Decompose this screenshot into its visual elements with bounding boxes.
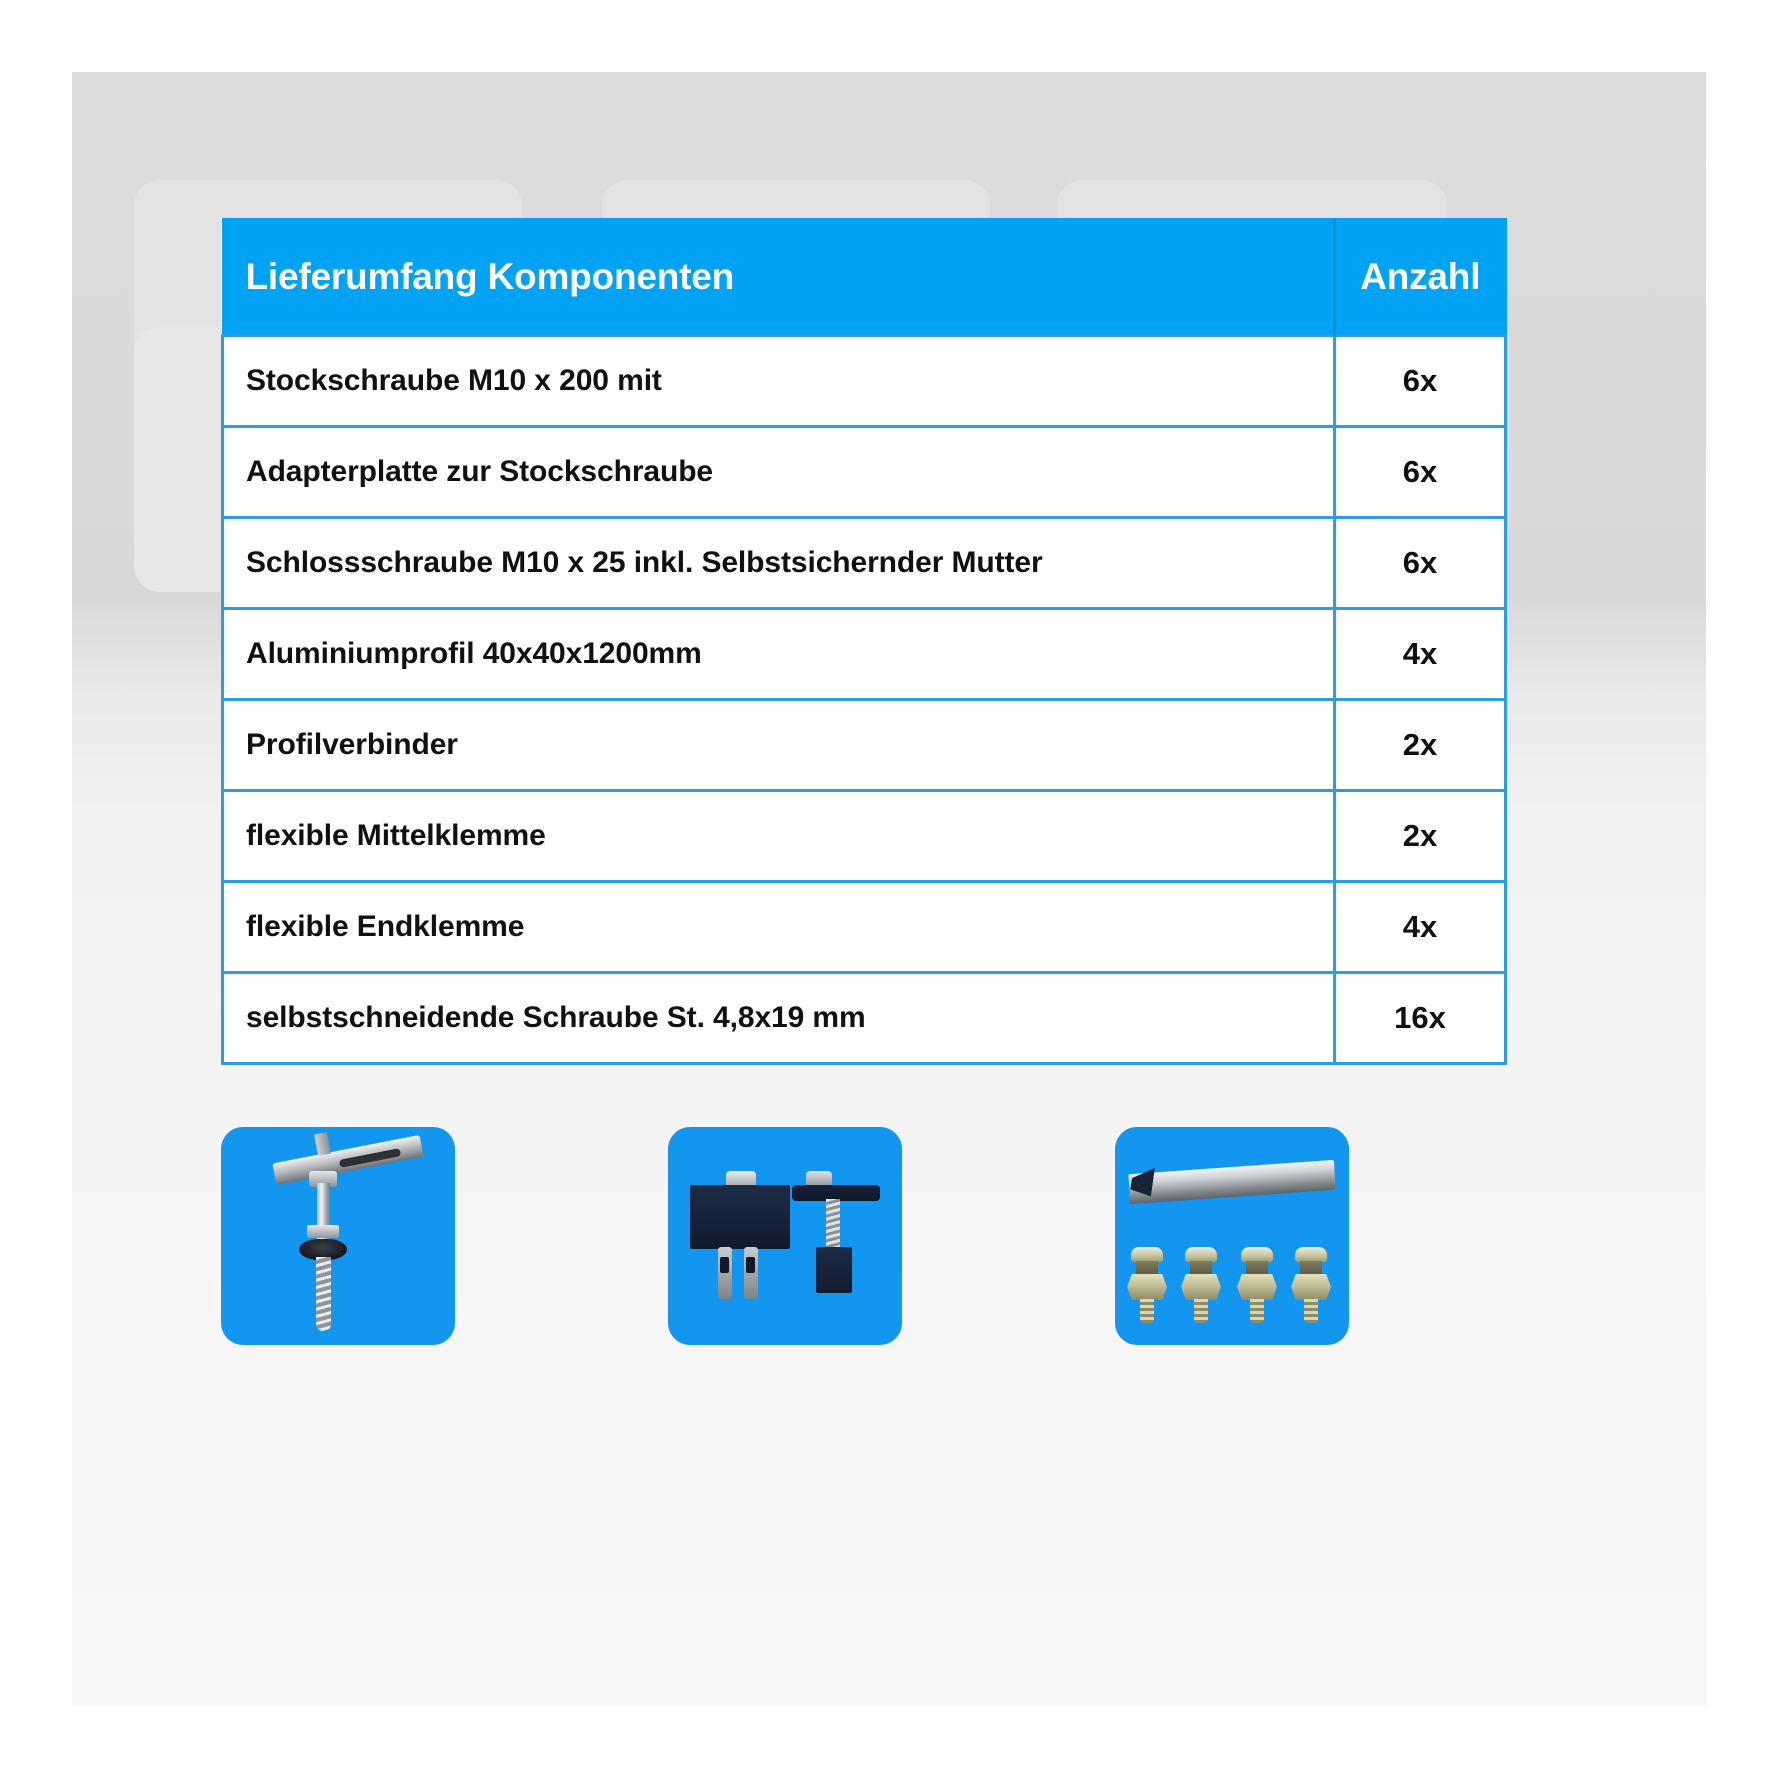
clamp-screw-icon (826, 1199, 840, 1251)
clamp-leg-icon (718, 1247, 732, 1299)
lower-nut-icon (307, 1225, 339, 1238)
bolt-tip-icon (314, 1132, 331, 1156)
cell-component-name: Adapterplatte zur Stockschraube (223, 427, 1335, 518)
carriage-bolt-icon (1127, 1247, 1167, 1323)
middle-clamp-icon (690, 1185, 790, 1249)
carriage-bolt-icon (1237, 1247, 1277, 1323)
product-tile-hanger-bolt (221, 1127, 455, 1345)
cell-component-name: selbstschneidende Schraube St. 4,8x19 mm (223, 973, 1335, 1064)
cell-component-name: Profilverbinder (223, 700, 1335, 791)
table-row (223, 427, 1506, 518)
cell-component-qty: 6x (1335, 427, 1506, 518)
cell-component-name: flexible Mittelklemme (223, 791, 1335, 882)
cell-component-qty: 4x (1335, 882, 1506, 973)
wood-thread-icon (316, 1257, 331, 1331)
table-row (223, 791, 1506, 882)
table-row (223, 609, 1506, 700)
clamp-leg-icon (744, 1247, 758, 1299)
cell-component-qty: 16x (1335, 973, 1506, 1064)
components-table (221, 218, 1507, 1065)
carriage-bolt-icon (1181, 1247, 1221, 1323)
cell-component-qty: 2x (1335, 791, 1506, 882)
product-image-gallery (221, 1127, 1349, 1347)
product-tile-rail-and-bolts (1115, 1127, 1349, 1345)
cell-component-qty: 6x (1335, 518, 1506, 609)
table-body (223, 336, 1506, 1064)
cell-component-name: flexible Endklemme (223, 882, 1335, 973)
table-header (223, 219, 1506, 336)
cell-component-qty: 4x (1335, 609, 1506, 700)
cell-component-qty: 2x (1335, 700, 1506, 791)
cell-component-name: Aluminiumprofil 40x40x1200mm (223, 609, 1335, 700)
end-clamp-foot-icon (816, 1247, 852, 1293)
table-header-row (223, 219, 1506, 336)
components-table-container (221, 218, 1481, 1065)
table-row (223, 700, 1506, 791)
table-row (223, 336, 1506, 427)
carriage-bolt-icon (1291, 1247, 1331, 1323)
product-tile-clamps (668, 1127, 902, 1345)
table-row (223, 518, 1506, 609)
cell-component-name: Stockschraube M10 x 200 mit (223, 336, 1335, 427)
column-header-components: Lieferumfang Komponenten (223, 219, 1335, 336)
column-header-quantity: Anzahl (1335, 219, 1506, 336)
table-row (223, 973, 1506, 1064)
cell-component-qty: 6x (1335, 336, 1506, 427)
table-row (223, 882, 1506, 973)
cell-component-name: Schlossschraube M10 x 25 inkl. Selbstsichernder Mutter (223, 518, 1335, 609)
